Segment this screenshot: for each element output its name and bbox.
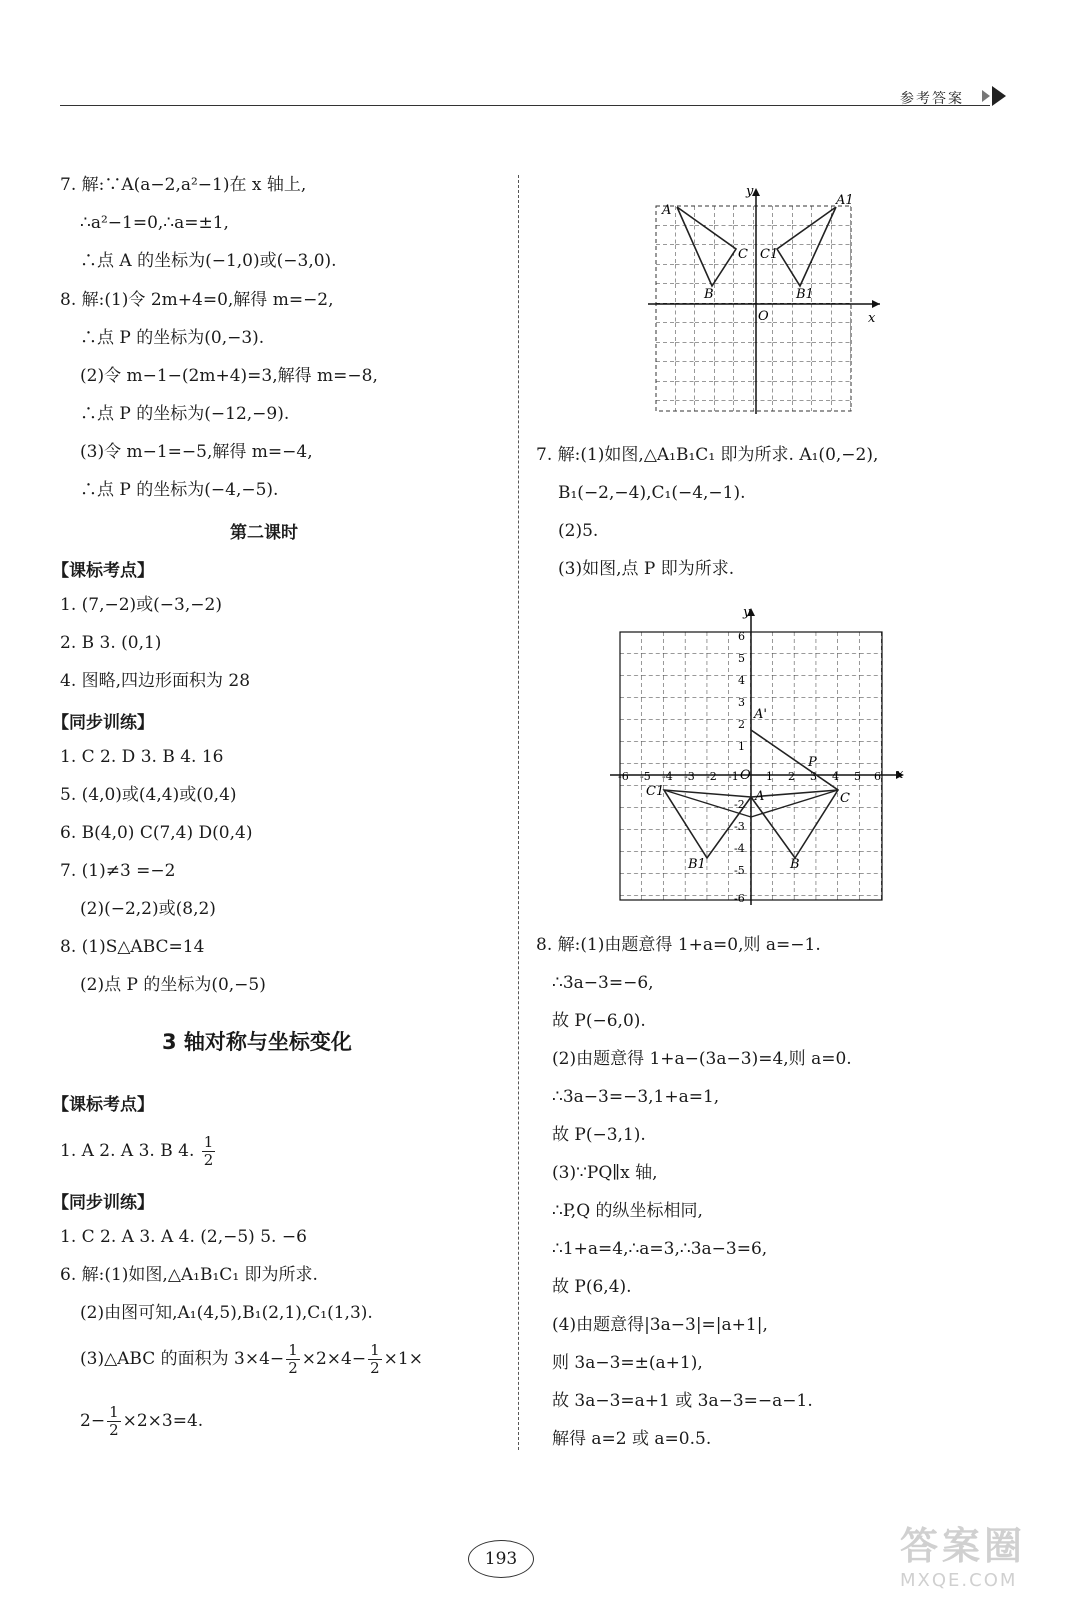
svg-text:O: O: [758, 309, 769, 324]
kb-item-3: 4. 图略,四边形面积为 28: [60, 671, 251, 691]
svg-text:C: C: [840, 791, 850, 806]
svg-text:-4: -4: [734, 842, 745, 855]
right-answer-8-line4: (2)由题意得 1+a−(3a−3)=4,则 a=0.: [552, 1049, 852, 1069]
tb-item-3: 6. B(4,0) C(7,4) D(0,4): [60, 823, 253, 843]
svg-text:A: A: [755, 789, 765, 804]
section-heading-tb: 【同步训练】: [52, 713, 154, 733]
tb-item-1: 1. C 2. D 3. B 4. 16: [60, 747, 224, 767]
svg-text:B: B: [790, 857, 800, 872]
svg-text:y: y: [743, 605, 751, 620]
right-answer-8-line11: (4)由题意得|3a−3|=|a+1|,: [552, 1315, 768, 1335]
answer-7-line3: ∴点 A 的坐标为(−1,0)或(−3,0).: [80, 251, 337, 271]
svg-text:3: 3: [810, 770, 817, 783]
coordinate-graph-1: [640, 182, 890, 417]
svg-text:O: O: [740, 768, 751, 783]
chapter-title: 3 轴对称与坐标变化: [162, 1030, 352, 1054]
tb-item-2: 5. (4,0)或(4,4)或(0,4): [60, 785, 237, 805]
right-answer-8-line8: ∴P,Q 的纵坐标相同,: [552, 1201, 703, 1221]
svg-text:4: 4: [832, 770, 839, 783]
right-answer-8-line1: 8. 解:(1)由题意得 1+a=0,则 a=−1.: [536, 935, 821, 955]
answer-8-line3: (2)令 m−1−(2m+4)=3,解得 m=−8,: [80, 366, 378, 386]
tb2-item-4: (3)△ABC 的面积为 3×4− $\frac{1}{2}$ ×2×4− $\frac{1}{2}$ ×1×: [80, 1341, 423, 1377]
answer-8-line5: (3)令 m−1=−5,解得 m=−4,: [80, 442, 313, 462]
svg-text:-4: -4: [662, 770, 673, 783]
svg-text:-2: -2: [734, 798, 745, 811]
lesson-title: 第二课时: [230, 523, 298, 543]
svg-text:B: B: [704, 287, 714, 302]
right-answer-7-line1: 7. 解:(1)如图,△A₁B₁C₁ 即为所求. A₁(0,−2),: [536, 445, 879, 465]
right-answer-8-line6: 故 P(−3,1).: [552, 1125, 646, 1145]
page-number: 193: [468, 1540, 534, 1578]
right-answer-8-line10: 故 P(6,4).: [552, 1277, 632, 1297]
kb-item-2: 2. B 3. (0,1): [60, 633, 162, 653]
svg-text:3: 3: [738, 696, 745, 709]
header-label: 参考答案: [900, 91, 964, 107]
right-answer-7-line2: B₁(−2,−4),C₁(−4,−1).: [558, 483, 746, 503]
header-rule: [60, 105, 990, 106]
svg-text:x: x: [868, 311, 876, 326]
answer-8-line2: ∴点 P 的坐标为(0,−3).: [80, 328, 265, 348]
svg-text:-3: -3: [734, 820, 745, 833]
svg-text:A: A: [662, 203, 672, 218]
svg-text:-6: -6: [618, 770, 629, 783]
tb2-item-1: 1. C 2. A 3. A 4. (2,−5) 5. −6: [60, 1227, 307, 1247]
right-answer-8-line13: 故 3a−3=a+1 或 3a−3=−a−1.: [552, 1391, 813, 1411]
tb-item-5: (2)(−2,2)或(8,2): [80, 899, 216, 919]
svg-text:B1: B1: [688, 857, 706, 872]
right-answer-8-line12: 则 3a−3=±(a+1),: [552, 1353, 703, 1373]
svg-text:A1: A1: [836, 193, 854, 208]
tb-item-4: 7. (1)≠3 =−2: [60, 861, 176, 881]
svg-text:4: 4: [738, 674, 745, 687]
answer-8-line4: ∴点 P 的坐标为(−12,−9).: [80, 404, 290, 424]
svg-text:6: 6: [738, 630, 745, 643]
tb2-item-3: (2)由图可知,A₁(4,5),B₁(2,1),C₁(1,3).: [80, 1303, 373, 1323]
svg-text:-6: -6: [734, 892, 745, 905]
header-arrow-icon: [992, 86, 1006, 106]
right-answer-8-line5: ∴3a−3=−3,1+a=1,: [552, 1087, 720, 1107]
svg-text:A': A': [754, 707, 767, 722]
tb-item-6: 8. (1)S△ABC=14: [60, 937, 205, 957]
svg-text:-1: -1: [728, 770, 739, 783]
section-heading-tb2: 【同步训练】: [52, 1193, 154, 1213]
right-answer-8-line2: ∴3a−3=−6,: [552, 973, 654, 993]
svg-text:-2: -2: [706, 770, 717, 783]
fraction-half: $\frac{1}{2}$: [203, 1133, 214, 1169]
svg-text:2: 2: [738, 718, 745, 731]
svg-text:-5: -5: [640, 770, 651, 783]
kb2-items: [60, 1134, 217, 1169]
svg-text:y: y: [746, 184, 754, 199]
svg-text:1: 1: [738, 740, 745, 753]
tb-item-7: (2)点 P 的坐标为(0,−5): [80, 975, 266, 995]
column-divider: [518, 175, 519, 1450]
svg-text:6: 6: [874, 770, 881, 783]
right-answer-7-line4: (3)如图,点 P 即为所求.: [558, 559, 735, 579]
kb-item-1: 1. (7,−2)或(−3,−2): [60, 595, 222, 615]
right-answer-8-line9: ∴1+a=4,∴a=3,∴3a−3=6,: [552, 1239, 768, 1259]
kb2-text: 1. A 2. A 3. B 4.: [60, 1141, 195, 1161]
svg-text:B1: B1: [796, 287, 814, 302]
section-heading-kb: 【课标考点】: [52, 561, 154, 581]
watermark: 答案圈 MXQE.COM: [900, 1524, 1027, 1591]
svg-text:1: 1: [766, 770, 773, 783]
right-answer-8-line7: (3)∵PQ∥x 轴,: [552, 1163, 658, 1183]
svg-text:5: 5: [854, 770, 861, 783]
right-answer-8-line14: 解得 a=2 或 a=0.5.: [552, 1429, 712, 1449]
svg-text:-3: -3: [684, 770, 695, 783]
tb2-item-5: 2− $\frac{1}{2}$ ×2×3=4.: [80, 1403, 204, 1439]
header-arrow-icon: [982, 90, 990, 102]
svg-text:C1: C1: [646, 784, 665, 799]
right-answer-7-line3: (2)5.: [558, 521, 599, 541]
svg-text:C: C: [738, 247, 748, 262]
svg-text:C1: C1: [760, 247, 779, 262]
svg-text:P: P: [808, 755, 817, 770]
answer-8-line6: ∴点 P 的坐标为(−4,−5).: [80, 480, 279, 500]
answer-7-line1: 7. 解:∵A(a−2,a²−1)在 x 轴上,: [60, 175, 307, 195]
svg-text:5: 5: [738, 652, 745, 665]
svg-text:2: 2: [788, 770, 795, 783]
tb2-item-2: 6. 解:(1)如图,△A₁B₁C₁ 即为所求.: [60, 1265, 318, 1285]
section-heading-kb2: 【课标考点】: [52, 1095, 154, 1115]
answer-8-line1: 8. 解:(1)令 2m+4=0,解得 m=−2,: [60, 290, 334, 310]
answer-7-line2: ∴a²−1=0,∴a=±1,: [80, 213, 229, 233]
svg-text:-5: -5: [734, 864, 745, 877]
svg-text:x: x: [896, 767, 904, 782]
right-answer-8-line3: 故 P(−6,0).: [552, 1011, 646, 1031]
coordinate-graph-2: [600, 600, 910, 915]
